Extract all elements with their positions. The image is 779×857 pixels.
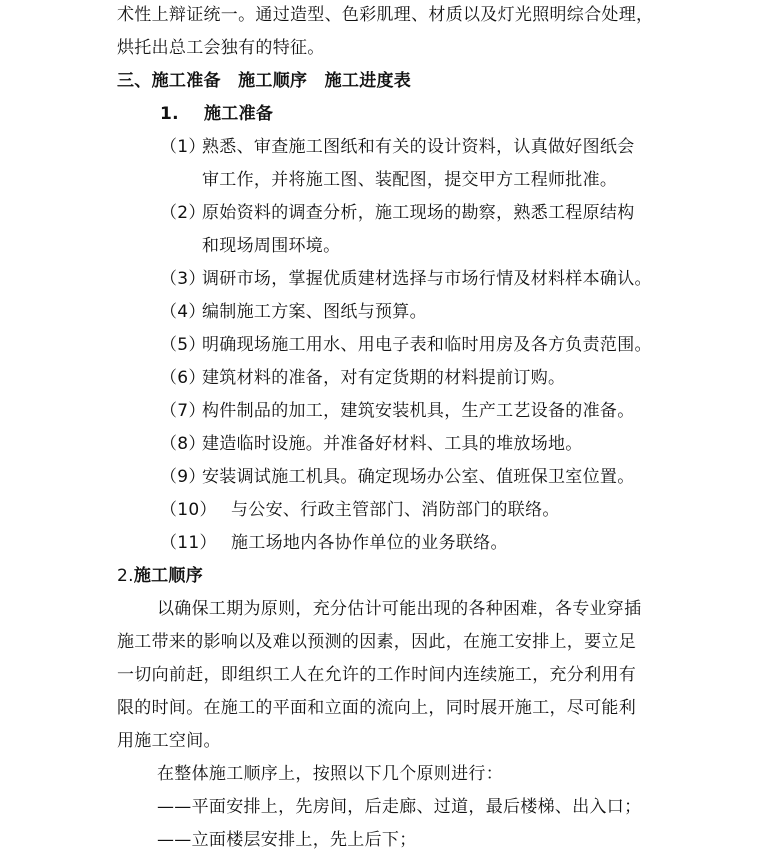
prep-item-text: 调研市场，掌握优质建材选择与市场行情及材料样本确认。: [202, 269, 652, 289]
prep-item-6: [160, 367, 565, 389]
prep-item-text: 明确现场施工用水、用电子表和临时用房及各方负责范围。: [202, 335, 652, 355]
prep-item-number: （9）: [160, 467, 206, 487]
prep-item-9: [160, 466, 635, 488]
prep-item-number: （5）: [160, 335, 206, 355]
intro-line-2: 烘托出总工会独有的特征。: [117, 38, 325, 58]
prep-item-text: 建筑材料的准备，对有定货期的材料提前订购。: [202, 368, 566, 388]
prep-item-5: [160, 334, 652, 356]
prep-item-text: 施工场地内各协作单位的业务联络。: [231, 533, 508, 553]
order-para-1-line-1: 以确保工期为原则，充分估计可能出现的各种困难，各专业穿插: [157, 599, 642, 619]
prep-item-2: [160, 202, 635, 224]
prep-item-1: [160, 136, 635, 158]
prep-item-number: （10）: [160, 500, 217, 520]
prep-item-text: 安装调试施工机具。确定现场办公室、值班保卫室位置。: [202, 467, 635, 487]
prep-item-2-continuation: 和现场周围环境。: [202, 236, 341, 256]
prep-item-text: 熟悉、审查施工图纸和有关的设计资料，认真做好图纸会: [202, 137, 635, 157]
prep-item-number: （6）: [160, 368, 206, 388]
prep-item-7: [160, 400, 635, 422]
intro-line-1: 术性上辩证统一。通过造型、色彩肌理、材质以及灯光照明综合处理，: [117, 5, 654, 25]
order-para-2: 在整体施工顺序上，按照以下几个原则进行：: [157, 764, 503, 784]
order-para-1-line-3: 一切向前赶，即组织工人在允许的工作时间内连续施工，充分利用有: [117, 665, 636, 685]
order-heading-number: 2.: [117, 566, 134, 586]
prep-item-8: [160, 433, 583, 455]
prep-item-text: 原始资料的调查分析，施工现场的勘察，熟悉工程原结构: [202, 203, 635, 223]
order-heading: [117, 565, 203, 587]
prep-item-text: 建造临时设施。并准备好材料、工具的堆放场地。: [202, 434, 583, 454]
prep-item-number: （1）: [160, 137, 206, 157]
prep-item-11: [160, 532, 508, 554]
prep-heading: [160, 103, 273, 125]
prep-item-text: 与公安、行政主管部门、消防部门的联络。: [231, 500, 560, 520]
prep-item-number: （8）: [160, 434, 206, 454]
prep-item-4: [160, 301, 427, 323]
prep-item-text: 构件制品的加工，建筑安装机具，生产工艺设备的准备。: [202, 401, 635, 421]
prep-item-number: （7）: [160, 401, 206, 421]
prep-item-10: [160, 499, 560, 521]
order-rule-2: ——立面楼层安排上，先上后下；: [157, 830, 417, 850]
prep-heading-text: 施工准备: [204, 104, 274, 124]
order-rule-1: ——平面安排上，先房间，后走廊、过道，最后楼梯、出入口；: [157, 797, 642, 817]
order-heading-text: 施工顺序: [133, 566, 204, 586]
prep-item-number: （2）: [160, 203, 206, 223]
prep-item-1-continuation: 审工作，并将施工图、装配图，提交甲方工程师批准。: [202, 170, 618, 190]
order-para-1-line-5: 用施工空间。: [117, 731, 221, 751]
prep-item-number: （3）: [160, 269, 206, 289]
prep-heading-number: 1.: [160, 104, 179, 124]
prep-item-number: （11）: [160, 533, 217, 553]
order-para-1-line-4: 限的时间。在施工的平面和立面的流向上，同时展开施工，尽可能利: [117, 698, 636, 718]
order-para-1-line-2: 施工带来的影响以及难以预测的因素，因此，在施工安排上，要立足: [117, 632, 636, 652]
prep-item-text: 编制施工方案、图纸与预算。: [202, 302, 427, 322]
prep-item-3: [160, 268, 652, 290]
prep-item-number: （4）: [160, 302, 206, 322]
section-3-heading: 三、施工准备 施工顺序 施工进度表: [117, 71, 412, 91]
